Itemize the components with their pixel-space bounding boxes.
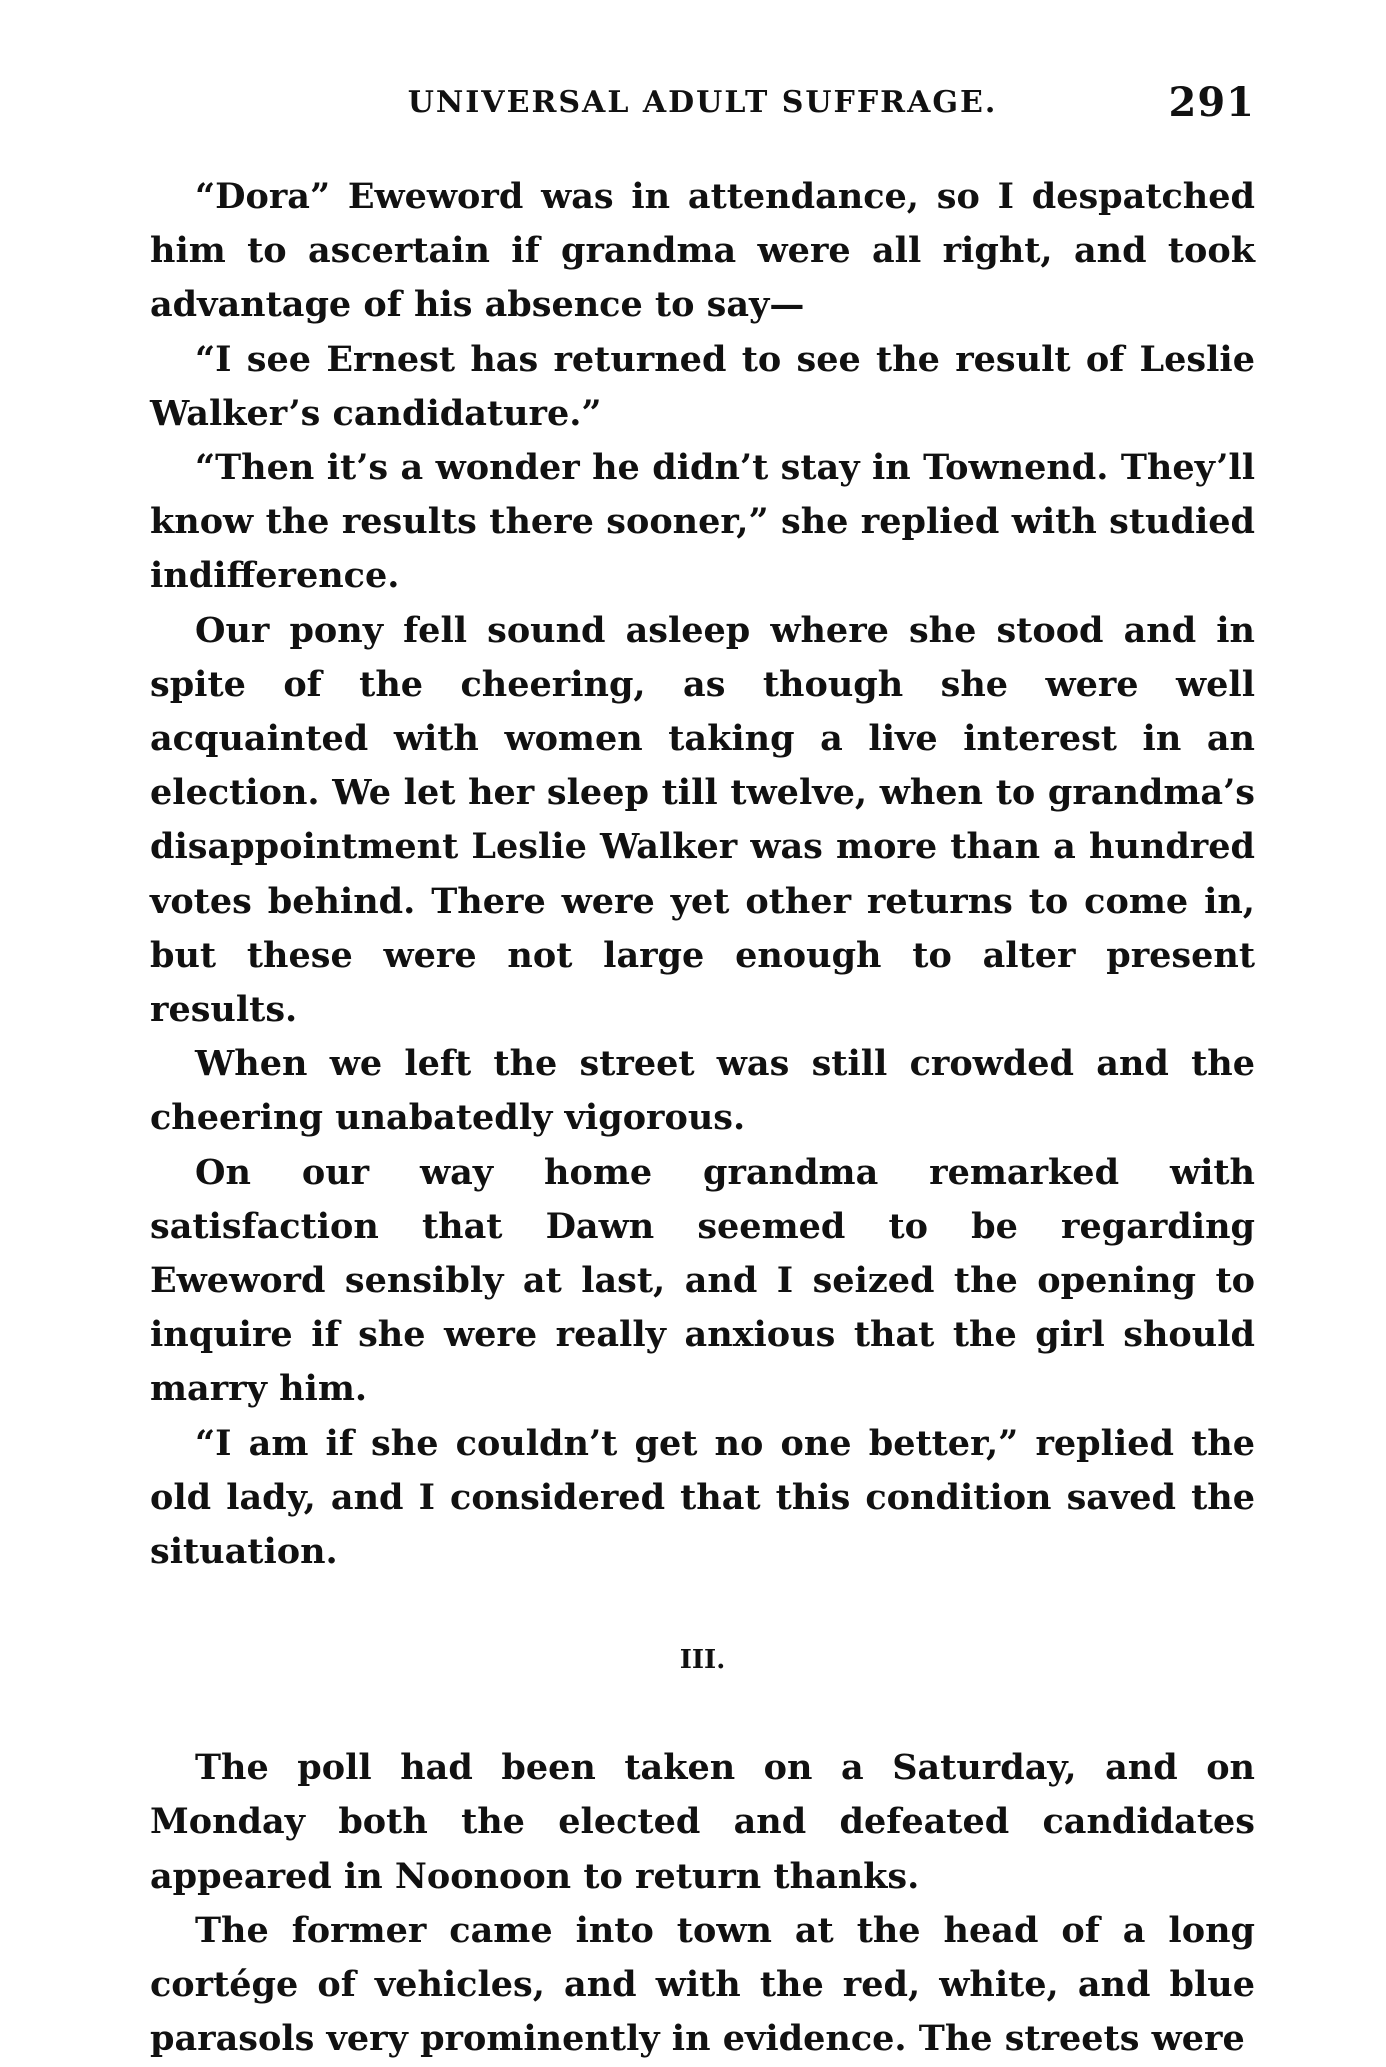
body-text	[150, 170, 1255, 2067]
paragraph: When we left the street was still crowded and the cheering unabatedly vigorous.	[150, 1043, 1255, 1139]
paragraph: “I am if she couldn’t get no one better,” replied the old lady, and I considered that this condition saved the situation.	[150, 1422, 1255, 1573]
page-number: 291	[1168, 79, 1255, 126]
paragraph: Our pony fell sound asleep where she stood and in spite of the cheering, as though she were well acquainted with women taking a live interest in an election. We let her sleep till twelve, when to grandma’s disappointment Leslie Walker was more than a hundred votes behind. There were yet other returns to come in, but these were not large enough to alter present results.	[150, 609, 1255, 1031]
paragraph: On our way home grandma remarked with satisfaction that Dawn seemed to be regarding Eweword sensibly at last, and I seized the opening to inquire if she were really anxious that the girl should marry him.	[150, 1151, 1255, 1410]
section-heading: III.	[679, 1645, 726, 1676]
paragraph: “Then it’s a wonder he didn’t stay in Townend. They’ll know the results there sooner,” she replied with studied indifference.	[150, 447, 1255, 597]
running-head	[150, 78, 1255, 128]
paragraph: The poll had been taken on a Saturday, and on Monday both the elected and defeated candidates appeared in Noonoon to return thanks.	[150, 1747, 1255, 1897]
paragraph: The former came into town at the head of a long cortége of vehicles, and with the red, white, and blue parasols very prominently in evidence. The streets were	[150, 1909, 1255, 2060]
paragraph: “Dora” Eweword was in attendance, so I despatched him to ascertain if grandma were all right, and took advantage of his absence to say—	[150, 176, 1255, 326]
paragraph: “I see Ernest has returned to see the result of Leslie Walker’s candidature.”	[150, 338, 1255, 434]
running-title: UNIVERSAL ADULT SUFFRAGE.	[407, 85, 998, 120]
